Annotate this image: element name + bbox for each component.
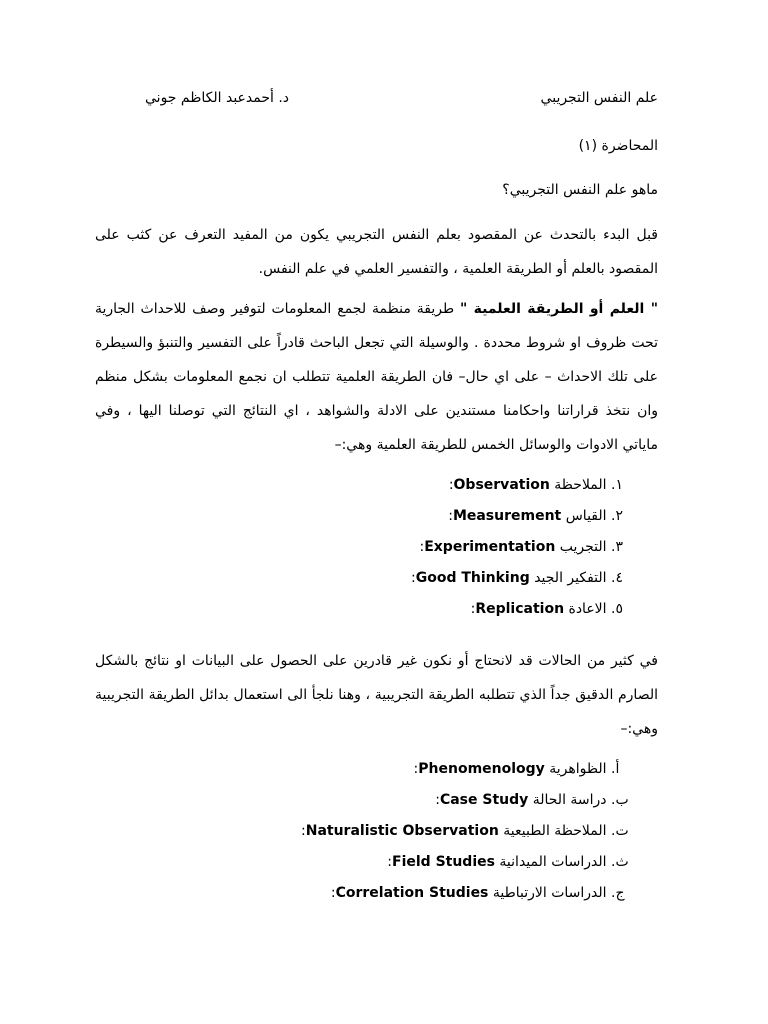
list-item: ت. الملاحظة الطبيعية Naturalistic Observation: <box>301 823 629 839</box>
section-question: ماهو علم النفس التجريبي؟ <box>502 182 658 198</box>
list-item: ٥. الاعادة Replication: <box>470 601 623 617</box>
list-item: ج. الدراسات الارتباطية Correlation Studies: <box>330 885 625 901</box>
intro-text: قبل البدء بالتحدث عن المقصود بعلم النفس التجريبي يكون من المفيد التعرف عن كثب على المقصود بالعلم أو الطريقة العلمية ، والتفسير العلمي في علم النفس. <box>95 227 658 277</box>
list-item: ٣. التجريب Experimentation: <box>419 539 623 555</box>
alternatives-paragraph <box>95 644 658 746</box>
list-item: ب. دراسة الحالة Case Study: <box>435 792 629 808</box>
lecture-number: المحاضرة (١) <box>578 138 658 154</box>
scientific-method-tools <box>411 470 635 625</box>
list-item: ٤. التفكير الجيد Good Thinking: <box>411 570 623 586</box>
alternatives-text: في كثير من الحالات قد لانحتاج أو نكون غير قادرين على الحصول على البيانات او نتائج بالشكل الصارم الدقيق جداً الذي تتطلبه الطريقة التجريبية ، وهنا نلجأ الى استعمال بدائل الطريقة التجريبية وهي:– <box>95 653 658 737</box>
list-item: ث. الدراسات الميدانية Field Studies: <box>387 854 629 870</box>
list-item: ١. الملاحظة Observation: <box>448 477 623 493</box>
course-title: علم النفس التجريبي <box>540 90 658 106</box>
list-item: ٢. القياس Measurement: <box>448 508 623 524</box>
definition-lead: " العلم أو الطريقة العلمية " <box>460 301 658 317</box>
intro-paragraph <box>95 218 658 286</box>
author-name: د. أحمدعبد الكاظم جوني <box>145 90 290 106</box>
experimental-alternatives <box>301 754 635 909</box>
definition-text: طريقة منظمة لجمع المعلومات لتوفير وصف للاحداث الجارية تحت ظروف او شروط محددة . والوسيلة التي تجعل الباحث قادراً على التفسير والتنبؤ والسيطرة على تلك الاحداث – على اي حال– فان الطريقة العلمية تتطلب ان نجمع المعلومات بشكل منظم وان نتخذ قراراتنا واحكامنا مستندين على الادلة والشواهد ، اي النتائج التي توصلنا اليها ، وفي ماياتي الادوات والوسائل الخمس للطريقة العلمية وهي:– <box>95 301 658 453</box>
definition-paragraph <box>95 292 658 462</box>
list-item: أ. الظواهرية Phenomenology: <box>413 761 620 777</box>
